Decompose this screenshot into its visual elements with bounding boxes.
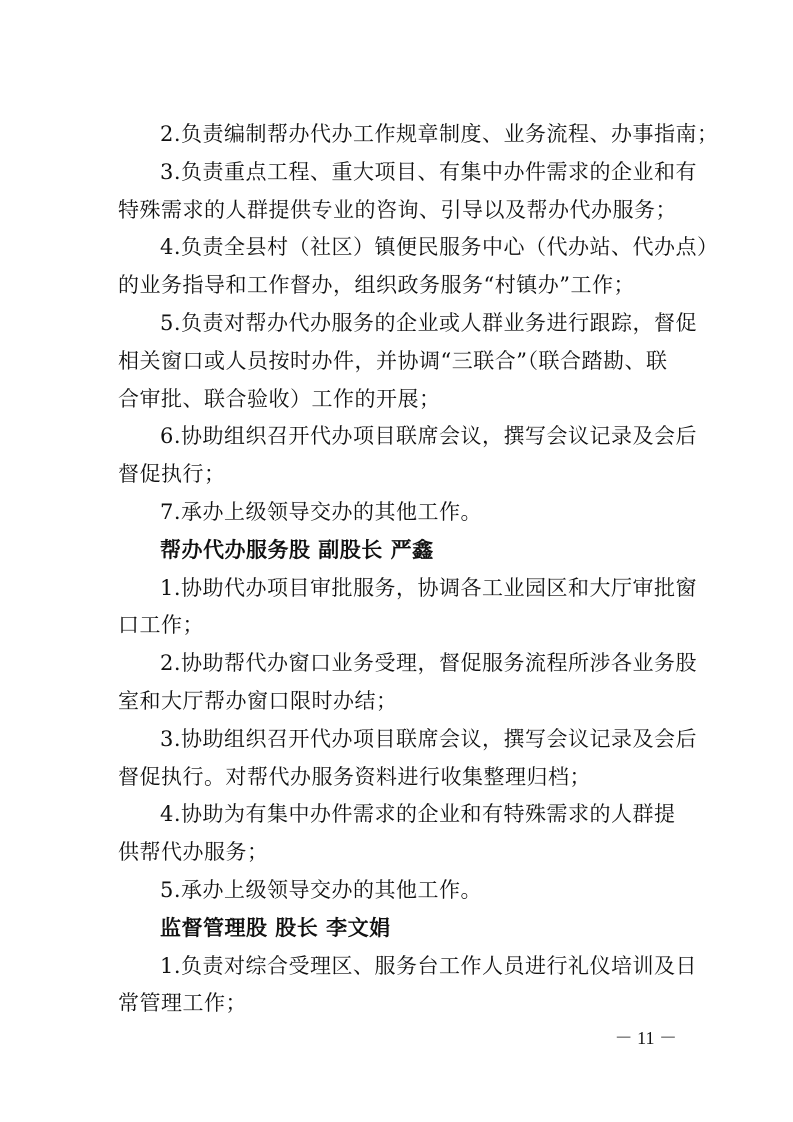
paragraph-line: 2.负责编制帮办代办工作规章制度、业务流程、办事指南； — [160, 122, 719, 146]
page-number: － 11 － — [614, 1028, 677, 1048]
paragraph-line: 室和大厅帮办窗口限时办结； — [118, 688, 398, 713]
document-body — [118, 116, 719, 1023]
paragraph-line: 1.协助代办项目审批服务，协调各工业园区和大厅审批窗 — [160, 575, 698, 600]
paragraph-line: 5.负责对帮办代办服务的企业或人群业务进行跟踪，督促 — [160, 310, 698, 335]
paragraph-line: 供帮代办服务； — [118, 840, 269, 865]
paragraph-line: 5.承办上级领导交办的其他工作。 — [160, 877, 483, 902]
paragraph-line: 口工作； — [118, 613, 204, 638]
paragraph-line: 合审批、联合验收）工作的开展； — [118, 386, 441, 411]
paragraph-line: 3.协助组织召开代办项目联席会议，撰写会议记录及会后 — [160, 726, 698, 751]
paragraph-line: 相关窗口或人员按时办件，并协调“三联合”（联合踏勘、联 — [118, 348, 668, 373]
paragraph-line: 1.负责对综合受理区、服务台工作人员进行礼仪培训及日 — [160, 953, 698, 978]
paragraph-line: 督促执行； — [118, 462, 226, 487]
paragraph-line: 常管理工作； — [118, 991, 247, 1016]
paragraph-line: 的业务指导和工作督办，组织政务服务“村镇办”工作； — [118, 273, 635, 298]
paragraph-line: 7.承办上级领导交办的其他工作。 — [160, 499, 483, 524]
section-heading: 帮办代办服务股 副股长 严鑫 — [160, 537, 434, 562]
paragraph-line: 4.负责全县村（社区）镇便民服务中心（代办站、代办点） — [160, 235, 719, 260]
paragraph-line: 4.协助为有集中办件需求的企业和有特殊需求的人群提 — [160, 802, 676, 827]
paragraph-line: 特殊需求的人群提供专业的咨询、引导以及帮办代办服务； — [118, 197, 677, 222]
paragraph-line: 2.协助帮代办窗口业务受理，督促服务流程所涉各业务股 — [160, 651, 698, 676]
section-heading: 监督管理股 股长 李文娟 — [160, 915, 391, 940]
paragraph-line: 3.负责重点工程、重大项目、有集中办件需求的企业和有 — [160, 159, 698, 184]
paragraph-line: 6.协助组织召开代办项目联席会议，撰写会议记录及会后 — [160, 424, 698, 449]
paragraph-line: 督促执行。对帮代办服务资料进行收集整理归档； — [118, 764, 591, 789]
